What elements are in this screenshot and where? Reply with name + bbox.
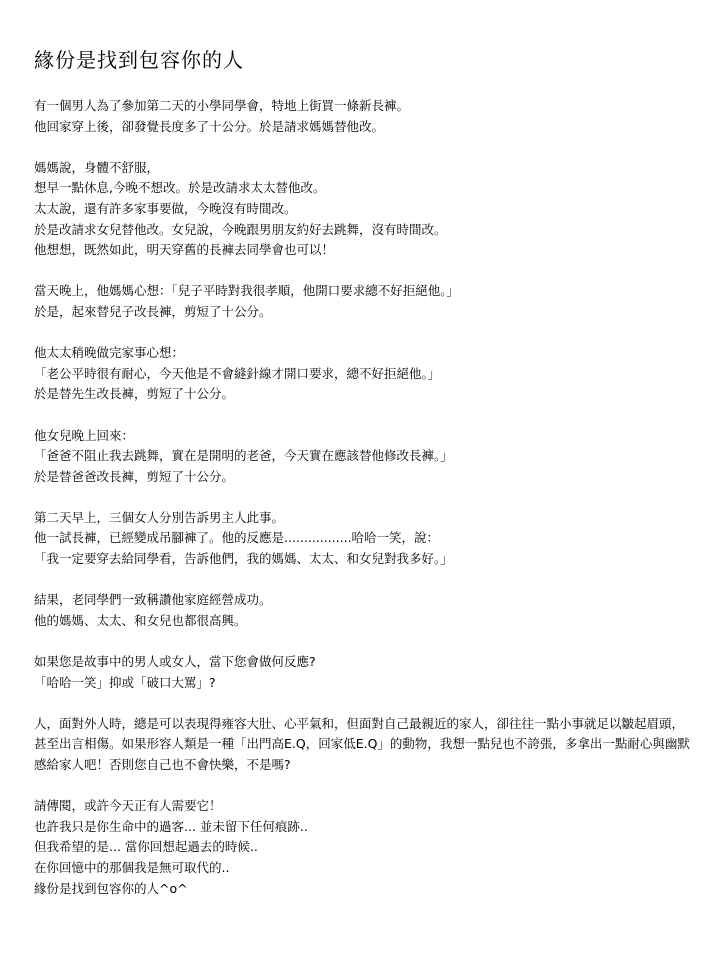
article-body: [34, 96, 694, 899]
text-line: 在你回憶中的那個我是無可取代的..: [34, 859, 230, 875]
text-line: 請傳閱，或許今天正有人需要它！: [34, 798, 222, 814]
text-line: 他想想，既然如此，明天穿舊的長褲去同學會也可以！: [34, 242, 335, 258]
text-line: 於是替爸爸改長褲，剪短了十公分。: [34, 468, 235, 484]
text-line: 「哈哈一笑」抑或「破口大罵」?: [34, 674, 216, 690]
text-line: 有一個男人為了參加第二天的小學同學會，特地上街買一條新長褲。: [34, 98, 410, 113]
text-line: 「老公平時很有耐心，今天他是不會縫針線才開口要求，總不好拒絕他。」: [34, 365, 441, 381]
text-line: 他一試長褲，已經變成吊腳褲了。他的反應是.................哈哈一笑，說：: [34, 530, 440, 546]
text-line: 想早一點休息,今晚不想改。於是改請求太太替他改。: [34, 180, 326, 196]
text-line: 他女兒晚上回來：: [34, 427, 135, 443]
text-line: 他回家穿上後，卻發覺長度多了十公分。於是請求媽媽替他改。: [34, 118, 385, 134]
text-line: 媽媽說，身體不舒服，: [34, 159, 160, 175]
text-line: 第二天早上，三個女人分別告訴男主人此事。: [34, 509, 285, 525]
text-line: 於是，起來替兒子改長褲，剪短了十公分。: [34, 303, 272, 319]
text-line: 如果您是故事中的男人或女人，當下您會做何反應?: [34, 654, 316, 670]
text-line: 於是替先生改長褲，剪短了十公分。: [34, 386, 235, 402]
text-line: 太太說，還有許多家事要做，今晚沒有時間改。: [34, 200, 297, 216]
page-title: 緣份是找到包容你的人: [34, 48, 244, 72]
text-line: 當天晚上，他媽媽心想：「兒子平時對我很孝順，他開口要求總不好拒絕他。」: [34, 283, 460, 299]
text-paragraph: 人，面對外人時，總是可以表現得雍容大肚、心平氣和，但面對自己最親近的家人，卻往往一點小事就足以皺起眉頭，甚至出言相傷。如果形容人類是一種「出門高E.Q，回家低E.Q」的動物，我想一點兒也不誇張，多拿出一點耐心與幽默感給家人吧！否則您自己也不會快樂，不是嗎?: [34, 715, 690, 772]
text-line: 他太太稍晚做完家事心想：: [34, 345, 185, 361]
text-line: 於是改請求女兒替他改。女兒說，今晚跟男朋友約好去跳舞，沒有時間改。: [34, 221, 447, 237]
text-line: 「我一定要穿去給同學看，告訴他們，我的媽媽、太太、和女兒對我多好。」: [34, 551, 453, 567]
text-line: 但我希望的是... 當你回想起過去的時候..: [34, 839, 258, 855]
text-line: 緣份是找到包容你的人^o^: [34, 880, 188, 896]
text-line: 「爸爸不阻止我去跳舞，實在是開明的老爸，今天實在應該替他修改長褲。」: [34, 448, 453, 464]
text-line: 也許我只是你生命中的過客... 並未留下任何痕跡..: [34, 818, 308, 834]
text-line: 他的媽媽、太太、和女兒也都很高興。: [34, 612, 247, 628]
text-line: 結果，老同學們一致稱讚他家庭經營成功。: [34, 592, 272, 608]
